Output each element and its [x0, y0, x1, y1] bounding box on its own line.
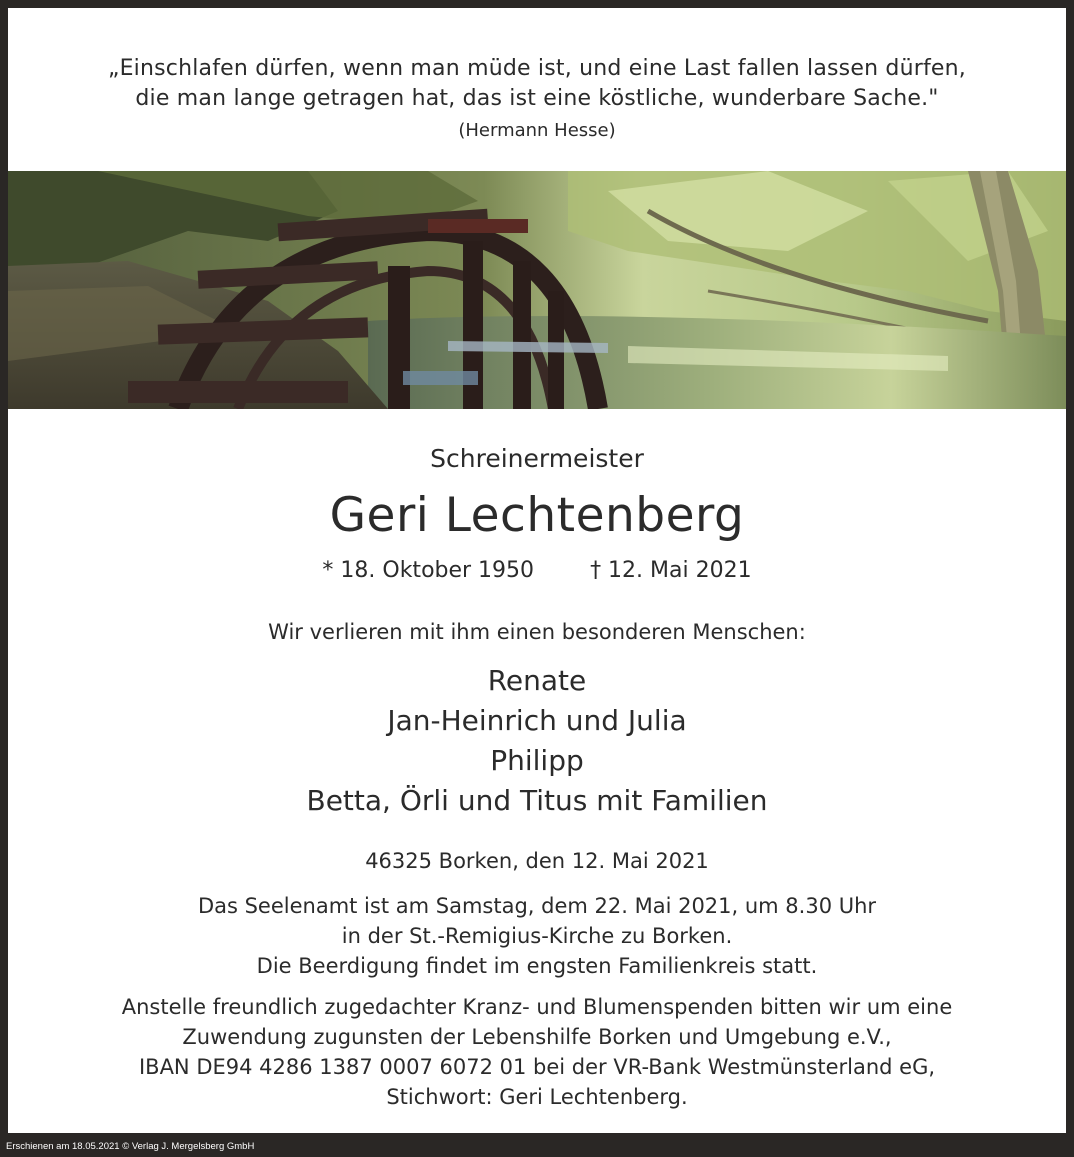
profession: Schreinermeister	[430, 444, 644, 473]
donation-line: Stichwort: Geri Lechtenberg.	[386, 1085, 688, 1109]
mourner-name: Jan-Heinrich und Julia	[387, 704, 687, 737]
deceased-name: Geri Lechtenberg	[329, 488, 745, 543]
obituary-notice	[8, 8, 1066, 1133]
donation-line: Anstelle freundlich zugedachter Kranz- und Blumenspenden bitten wir um eine	[121, 995, 953, 1019]
water-wheel-river-photo	[8, 171, 1066, 409]
mourner-name: Renate	[487, 664, 587, 697]
death-date: † 12. Mai 2021	[590, 558, 752, 583]
quote-author: (Hermann Hesse)	[458, 120, 616, 141]
service-line: in der St.-Remigius-Kirche zu Borken.	[341, 924, 733, 948]
mourner-name: Betta, Örli und Titus mit Familien	[306, 784, 768, 817]
quote	[8, 54, 1066, 114]
donation-line: Zuwendung zugunsten der Lebenshilfe Borken und Umgebung e.V.,	[182, 1025, 892, 1049]
donation-line: IBAN DE94 4286 1387 0007 6072 01 bei der VR-Bank Westmünsterland eG,	[138, 1055, 936, 1079]
mourners-intro: Wir verlieren mit ihm einen besonderen Menschen:	[268, 620, 806, 644]
publication-footer: Erschienen am 18.05.2021 © Verlag J. Mergelsberg GmbH	[6, 1141, 255, 1152]
quote-line: die man lange getragen hat, das ist eine köstliche, wunderbare Sache."	[135, 86, 939, 111]
life-dates	[8, 556, 1066, 586]
mourner-name: Philipp	[490, 744, 584, 777]
service-line: Die Beerdigung findet im engsten Familienkreis statt.	[256, 954, 818, 978]
birth-date: * 18. Oktober 1950	[322, 558, 535, 583]
quote-line: „Einschlafen dürfen, wenn man müde ist, und eine Last fallen lassen dürfen,	[107, 56, 966, 81]
service-line: Das Seelenamt ist am Samstag, dem 22. Mai 2021, um 8.30 Uhr	[197, 894, 877, 918]
place-date: 46325 Borken, den 12. Mai 2021	[365, 849, 709, 873]
